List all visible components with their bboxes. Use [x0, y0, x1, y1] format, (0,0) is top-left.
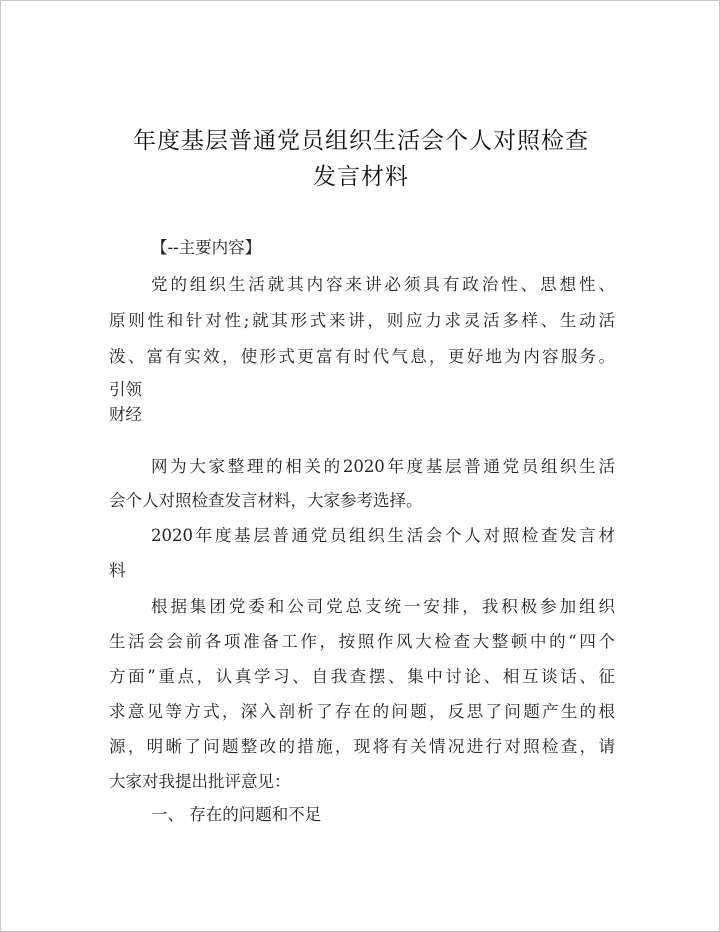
- paragraph-line: 网为大家整理的相关的2020年度基层普通党员组织生活: [151, 457, 615, 476]
- paragraph-line: 根据集团党委和公司党总支统一安排，我积极参加组织: [151, 597, 615, 616]
- paragraph-line: 生活会会前各项准备工作，按照作风大检查大整顿中的“四个: [109, 632, 615, 651]
- document-title-line-2: 发言材料: [313, 164, 409, 190]
- paragraph-line: 党的组织生活就其内容来讲必须具有政治性、思想性、: [151, 275, 615, 294]
- paragraph-line: 大家对我提出批评意见：: [109, 772, 291, 791]
- section-label: 【--主要内容】: [151, 238, 262, 257]
- section-heading: 一、 存在的问题和不足: [151, 805, 322, 824]
- paragraph-line: 方面”重点，认真学习、自我查摆、集中讨论、相互谈话、征: [109, 667, 615, 686]
- paragraph-line: 引领: [109, 380, 142, 399]
- document-title-line-1: 年度基层普通党员组织生活会个人对照检查: [133, 128, 589, 154]
- subheading-line: 料: [109, 561, 126, 580]
- paragraph-line: 财经: [109, 405, 142, 424]
- paragraph-line: 源，明晰了问题整改的措施，现将有关情况进行对照检查，请: [109, 737, 615, 756]
- paragraph-line: 会个人对照检查发言材料，大家参考选择。: [109, 491, 423, 510]
- paragraph-line: 泼、富有实效，使形式更富有时代气息，更好地为内容服务。: [109, 347, 615, 366]
- paragraph-line: 求意见等方式，深入剖析了存在的问题，反思了问题产生的根: [109, 702, 615, 721]
- subheading-line: 2020年度基层普通党员组织生活会个人对照检查发言材: [151, 526, 615, 545]
- paragraph-line: 原则性和针对性;就其形式来讲，则应力求灵活多样、生动活: [109, 311, 615, 330]
